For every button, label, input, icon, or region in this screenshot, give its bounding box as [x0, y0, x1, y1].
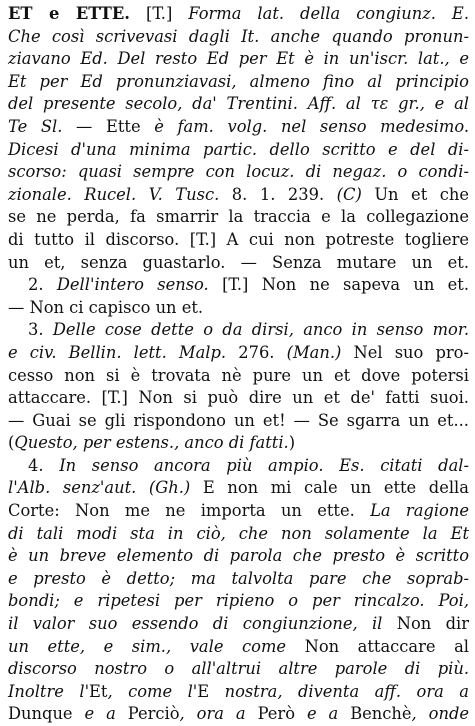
text-line — [8, 500, 469, 523]
roman-text: ( — [8, 433, 15, 453]
text-line — [8, 432, 469, 455]
roman-text: Un et che — [361, 184, 469, 204]
roman-text: Però — [257, 704, 296, 724]
roman-text: E non mi cale un ette della — [190, 478, 469, 498]
text-line — [8, 184, 469, 207]
italic-text: Et per Ed pronunziavasi, almeno fino al principio — [8, 71, 469, 91]
italic-text: , ora a — [179, 704, 258, 724]
italic-text: (C) — [336, 184, 362, 204]
text-line — [8, 48, 469, 71]
italic-text: Dell'intero senso. — [56, 275, 209, 295]
text-line — [8, 636, 469, 659]
italic-text: Inoltre l' — [8, 681, 90, 701]
italic-text: nostra, diventa aff. ora a — [209, 681, 469, 701]
text-line — [8, 590, 469, 613]
italic-text: In senso ancora più ampio. Es. citati dal- — [59, 455, 469, 475]
roman-text: un et, senza guastarlo. — Senza mutare un et. — [8, 252, 469, 272]
text-line — [8, 161, 469, 184]
text-line — [8, 71, 469, 94]
italic-text: un ette, e sim., vale come — [8, 636, 287, 656]
text-line — [8, 455, 469, 478]
text-line — [8, 410, 469, 433]
italic-text: discorso nostro o all'altrui altre parole di più. — [8, 659, 469, 679]
roman-text: — Guai se gli rispondono un et! — Se sgarra un et... — [8, 410, 469, 430]
roman-text: 276. — [226, 342, 287, 362]
italic-text: del presente secolo, da' Trentini. Aff. al τε gr., e al — [8, 94, 469, 114]
italic-text: di tali modi sta in ciò, che non solamente la Et — [8, 523, 469, 543]
italic-text: (Man.) — [286, 342, 342, 362]
italic-text: , come l' — [107, 681, 198, 701]
italic-text: bondi; e ripetesi per ripieno o per rincalzo. Poi, — [8, 591, 469, 611]
dictionary-entry-et — [8, 3, 469, 726]
italic-text: La ragione — [370, 501, 469, 521]
headword: ET e ETTE. — [8, 4, 130, 23]
text-line — [8, 274, 469, 297]
text-line — [8, 319, 469, 342]
text-line — [8, 523, 469, 546]
roman-text: attaccare. [T.] Non si può dire un et de' fatti suoi. — [8, 388, 469, 408]
roman-text: [T.] — [129, 4, 189, 23]
italic-text: Che così scrivevasi dagli It. anche quando pronun- — [8, 26, 469, 46]
roman-text: Perciò — [127, 704, 180, 724]
roman-text: se ne perda, fa smarrir la traccia e la collegazione — [8, 207, 469, 227]
italic-text: e a — [72, 704, 128, 724]
roman-text: 2. — [28, 275, 57, 295]
italic-text: scorso: quasi sempre con locuz. di negaz. o condi- — [8, 162, 469, 182]
italic-text: , onde — [411, 704, 469, 724]
text-line — [8, 116, 469, 139]
text-line — [8, 229, 469, 252]
italic-text: Questo, per estens., anco di fatti. — [14, 433, 289, 453]
text-line — [8, 342, 469, 365]
text-line — [8, 568, 469, 591]
roman-text: 8. 1. 239. — [219, 184, 337, 204]
italic-text: e presto è detto; ma talvolta pare che soprab- — [8, 568, 469, 588]
text-line — [8, 365, 469, 388]
italic-text: Te Sl. — — [8, 116, 106, 136]
italic-text: Dicesi d'una minima partic. dello scritto e del di- — [8, 139, 469, 159]
roman-text: Corte: Non me ne importa un ette. — [8, 501, 371, 521]
text-line — [8, 545, 469, 568]
text-line — [8, 297, 469, 320]
roman-text: Benchè — [350, 704, 412, 724]
italic-text: e civ. Bellin. lett. Malp. — [8, 342, 227, 362]
roman-text: Ette — [105, 116, 141, 136]
italic-text: Forma lat. della congiunz. E. — [188, 4, 469, 23]
roman-text: Nel suo pro- — [341, 342, 469, 362]
italic-text: zionale. Rucel. V. Tusc. — [8, 184, 220, 204]
roman-text: E — [197, 681, 210, 701]
text-line — [8, 613, 469, 636]
italic-text: ziavano Ed. Del resto Ed per Et è in un'iscr. lat., e — [8, 49, 469, 69]
text-line — [8, 681, 469, 704]
italic-text: è un breve elemento di parola che presto è scritto — [8, 546, 469, 566]
roman-text: cesso non si è trovata nè pure un et dove potersi — [8, 365, 469, 385]
roman-text: ) — [288, 433, 296, 453]
roman-text: [T.] Non ne sapeva un et. — [208, 275, 470, 295]
text-line — [8, 477, 469, 500]
text-line — [8, 387, 469, 410]
italic-text: l'Alb. senz'aut. (Gh.) — [8, 478, 191, 498]
text-line — [8, 93, 469, 116]
headword-line — [8, 3, 469, 26]
italic-text: Delle cose dette o da dirsi, anco in senso mor. — [52, 320, 469, 340]
roman-text: Et — [89, 681, 108, 701]
italic-text: è fam. volg. nel senso medesimo. — [140, 116, 470, 136]
roman-text: Non attaccare al — [286, 636, 469, 656]
roman-text: Dunque — [8, 704, 73, 724]
roman-text: 4. — [28, 455, 60, 475]
roman-text: di tutto il discorso. [T.] A cui non potreste togliere — [8, 229, 469, 249]
text-line — [8, 139, 469, 162]
italic-text: il valor suo essendo di congiunzione, il — [8, 614, 383, 634]
text-line — [8, 703, 469, 726]
text-line — [8, 26, 469, 49]
roman-text: Non dir — [382, 614, 469, 634]
text-line — [8, 206, 469, 229]
text-line — [8, 658, 469, 681]
roman-text: 3. — [28, 320, 53, 340]
italic-text: e a — [295, 704, 351, 724]
text-line — [8, 252, 469, 275]
roman-text: — Non ci capisco un et. — [8, 297, 204, 317]
